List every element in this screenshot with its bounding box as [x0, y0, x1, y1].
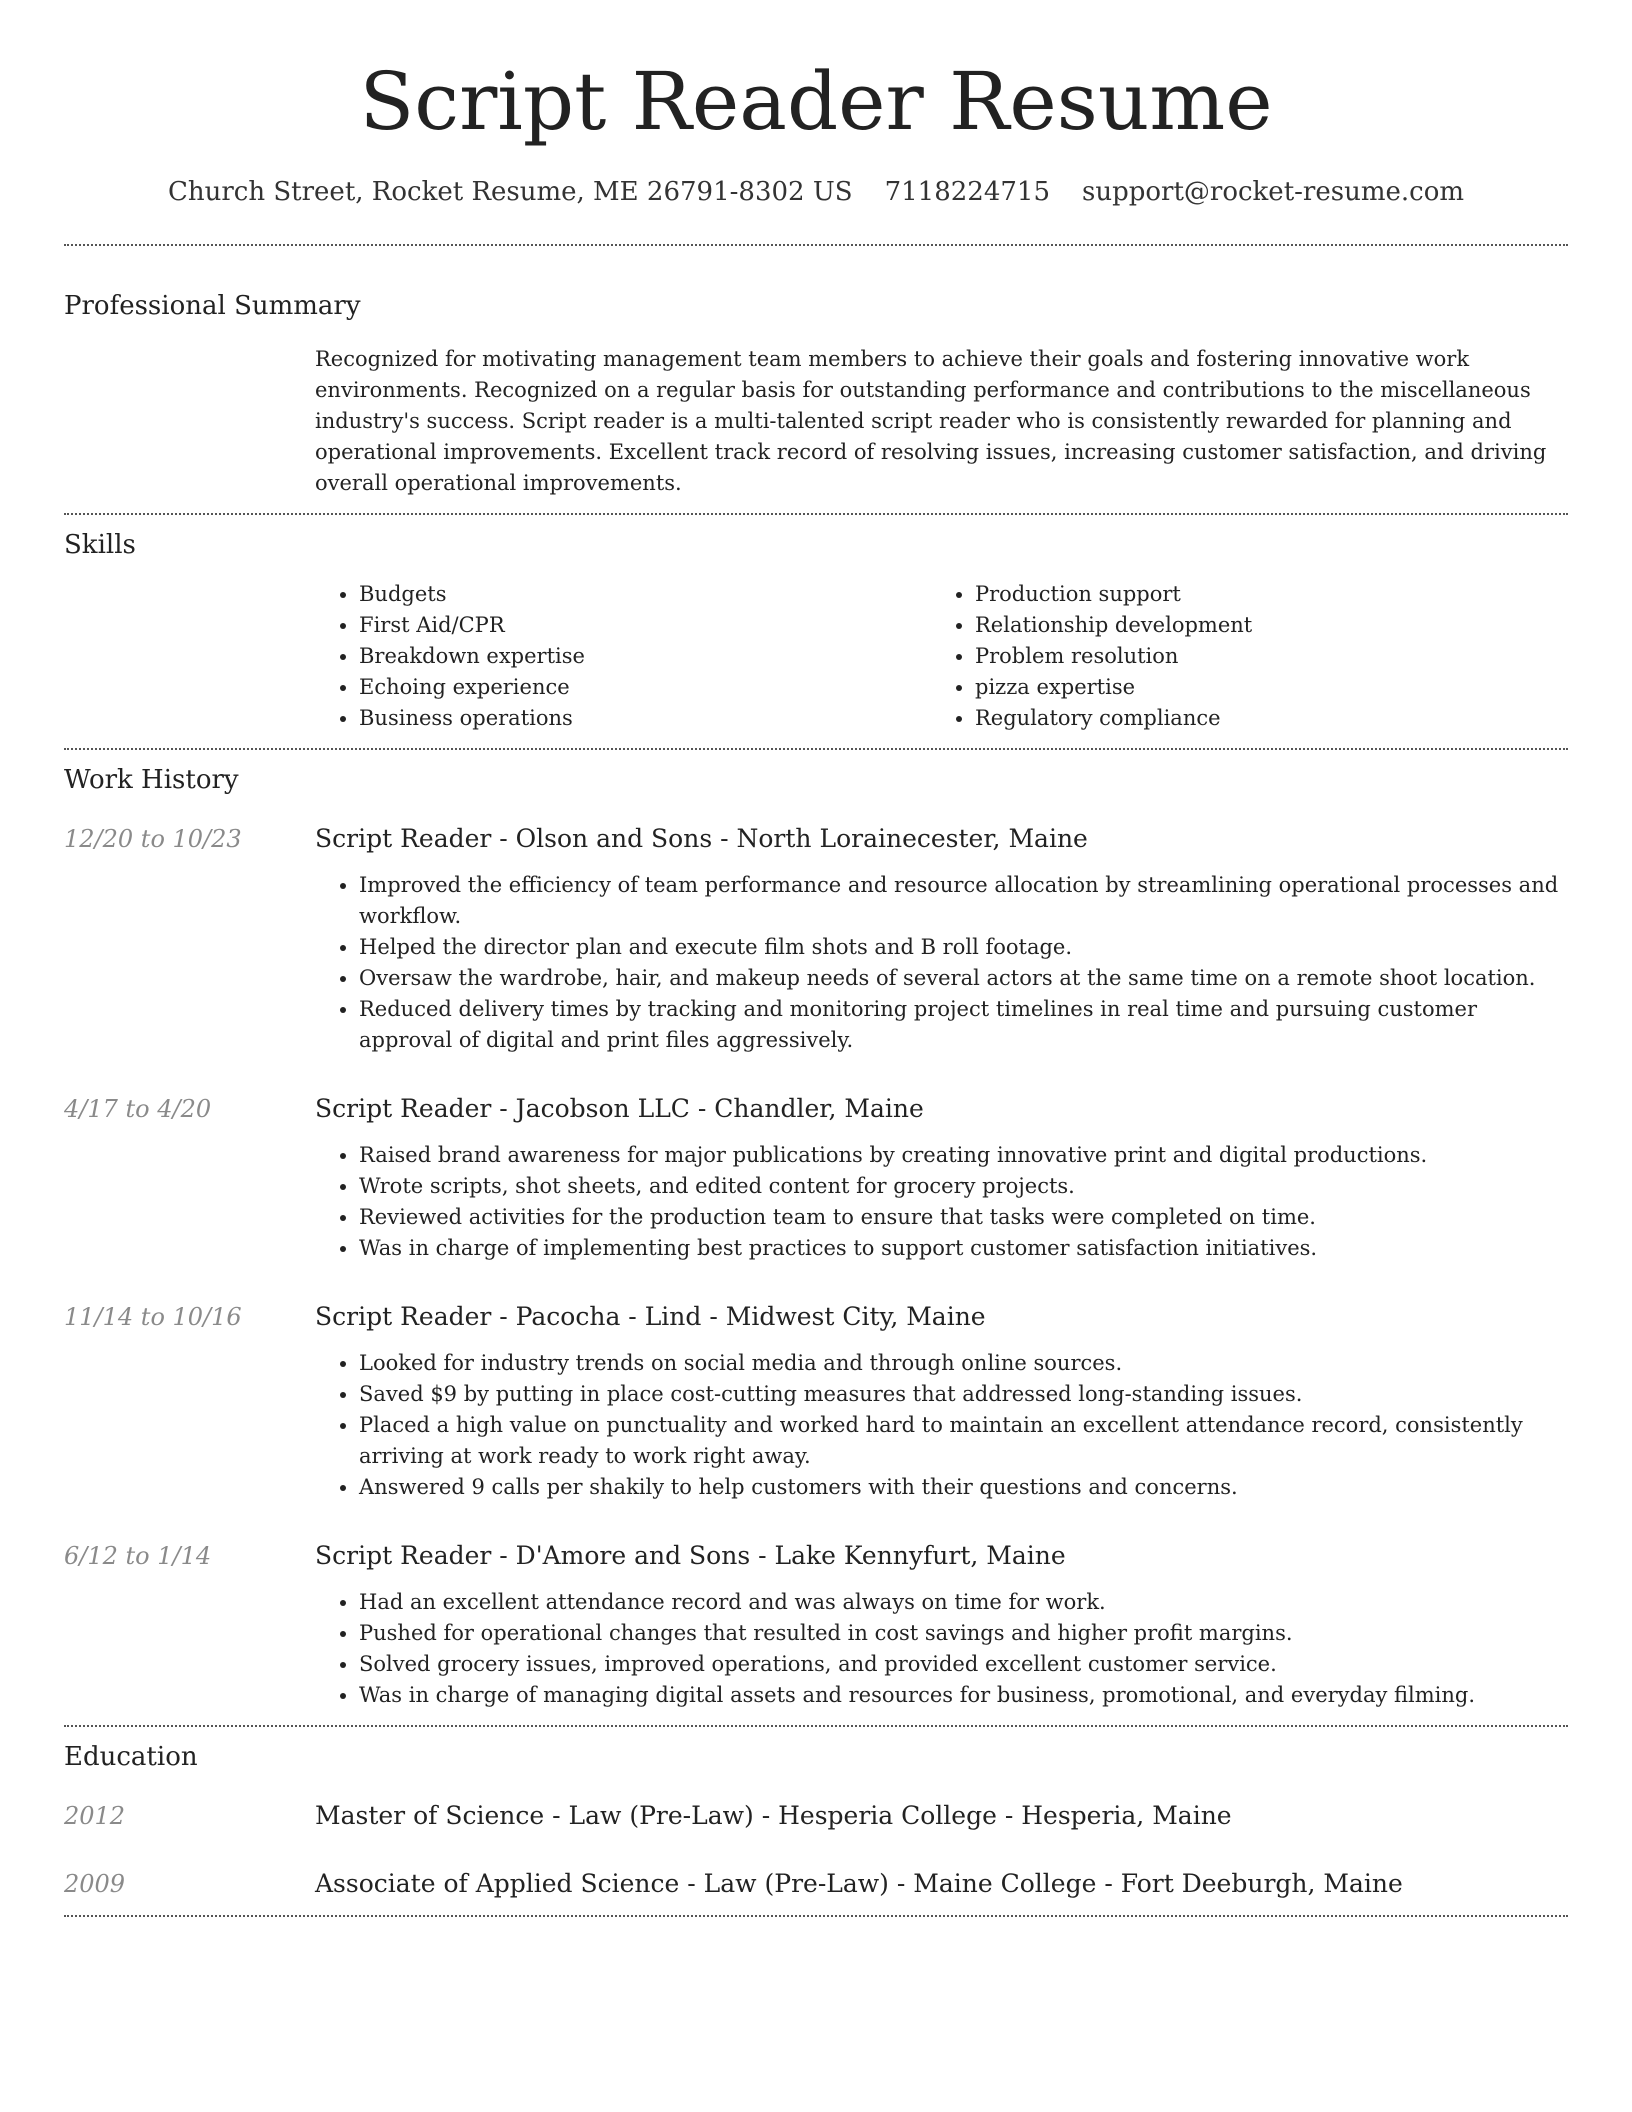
education-section — [64, 1727, 1568, 1901]
job-bullets — [315, 870, 1568, 1056]
job-bullet: • Placed a high value on punctuality and worked hard to maintain an excellent attendance record, consistently arriving at work ready to work right away. — [359, 1410, 1568, 1472]
skill-item: • Relationship development — [975, 610, 1547, 641]
skills-section — [64, 515, 1568, 734]
job-body — [315, 1300, 1568, 1503]
job-bullet: • Wrote scripts, shot sheets, and edited content for grocery projects. — [359, 1171, 1568, 1202]
education-entry — [64, 1799, 1568, 1833]
job-bullet: • Answered 9 calls per shakily to help customers with their questions and concerns. — [359, 1472, 1568, 1503]
resume-page — [64, 0, 1568, 1917]
job-dates: 11/14 to 10/16 — [64, 1303, 242, 1331]
summary-section — [64, 246, 1568, 499]
job-bullet: • Oversaw the wardrobe, hair, and makeup needs of several actors at the same time on a remote shoot location. — [359, 963, 1568, 994]
job-heading: Script Reader - Pacocha - Lind - Midwest City, Maine — [315, 1302, 986, 1331]
job-body — [315, 1092, 1568, 1264]
education-year: 2012 — [64, 1802, 126, 1830]
education-entry — [64, 1867, 1568, 1901]
skill-item: • Business operations — [359, 703, 931, 734]
skill-item: • Echoing experience — [359, 672, 931, 703]
job-bullet: • Saved $9 by putting in place cost-cutting measures that addressed long-standing issues. — [359, 1379, 1568, 1410]
job-bullet: • Helped the director plan and execute film shots and B roll footage. — [359, 932, 1568, 963]
skills-columns — [315, 579, 1568, 734]
contact-email: support@rocket-resume.com — [1082, 177, 1465, 207]
job-bullets — [315, 1140, 1568, 1264]
job-bullets — [315, 1348, 1568, 1503]
job-dates: 12/20 to 10/23 — [64, 825, 242, 853]
job-bullet: • Improved the efficiency of team performance and resource allocation by streamlining operational processes and workflow. — [359, 870, 1568, 932]
job-bullet: • Looked for industry trends on social media and through online sources. — [359, 1348, 1568, 1379]
resume-title: Script Reader Resume — [359, 55, 1273, 148]
work-section — [64, 750, 1568, 1725]
job-dates: 4/17 to 4/20 — [64, 1095, 212, 1123]
job-heading: Script Reader - Jacobson LLC - Chandler, Maine — [315, 1094, 924, 1123]
job-bullets — [315, 1587, 1568, 1711]
divider — [64, 1915, 1568, 1917]
job-entry — [64, 1092, 1568, 1264]
job-heading: Script Reader - Olson and Sons - North Lorainecester, Maine — [315, 824, 1088, 853]
job-heading: Script Reader - D'Amore and Sons - Lake Kennyfurt, Maine — [315, 1541, 1066, 1570]
job-entry — [64, 1539, 1568, 1725]
skill-item: • Problem resolution — [975, 641, 1547, 672]
job-bullet: • Solved grocery issues, improved operations, and provided excellent customer service. — [359, 1649, 1568, 1680]
resume-header — [64, 54, 1568, 210]
job-entry — [64, 822, 1568, 1056]
summary-heading: Professional Summary — [64, 291, 361, 321]
job-bullet: • Pushed for operational changes that resulted in cost savings and higher profit margins. — [359, 1618, 1568, 1649]
contact-address: Church Street, Rocket Resume, ME 26791-8302 US — [167, 177, 853, 207]
skill-item: • Regulatory compliance — [975, 703, 1547, 734]
work-heading: Work History — [64, 765, 239, 795]
job-body — [315, 822, 1568, 1056]
education-degree: Associate of Applied Science - Law (Pre-Law) - Maine College - Fort Deeburgh, Maine — [315, 1869, 1403, 1898]
skill-item: • Production support — [975, 579, 1547, 610]
education-year: 2009 — [64, 1870, 126, 1898]
job-dates: 6/12 to 1/14 — [64, 1542, 212, 1570]
education-heading: Education — [64, 1742, 198, 1772]
job-bullet: • Raised brand awareness for major publications by creating innovative print and digital productions. — [359, 1140, 1568, 1171]
contact-line — [64, 174, 1568, 210]
job-body — [315, 1539, 1568, 1725]
contact-phone: 7118224715 — [884, 177, 1050, 207]
skill-item: • Budgets — [359, 579, 931, 610]
skills-list-right — [931, 579, 1547, 734]
job-bullet: • Reviewed activities for the production team to ensure that tasks were completed on time. — [359, 1202, 1568, 1233]
job-bullet: • Reduced delivery times by tracking and monitoring project timelines in real time and pursuing customer approval of digital and print files aggressively. — [359, 994, 1568, 1056]
job-bullet: • Was in charge of managing digital assets and resources for business, promotional, and everyday filming. — [359, 1680, 1568, 1711]
skills-heading: Skills — [64, 530, 136, 560]
job-bullet: • Had an excellent attendance record and was always on time for work. — [359, 1587, 1568, 1618]
summary-text: Recognized for motivating management team members to achieve their goals and fostering innovative work environments. Recognized on a regular basis for outstanding performance and contributions to the miscellaneous industry's success. Script reader is a multi-talented script reader who is consistently rewarded for planning and operational improvements. Excellent track record of resolving issues, increasing customer satisfaction, and driving overall operational improvements. — [315, 347, 1547, 495]
skill-item: • Breakdown expertise — [359, 641, 931, 672]
job-entry — [64, 1300, 1568, 1503]
job-bullet: • Was in charge of implementing best practices to support customer satisfaction initiatives. — [359, 1233, 1568, 1264]
skills-list-left — [315, 579, 931, 734]
skill-item: • First Aid/CPR — [359, 610, 931, 641]
skill-item: • pizza expertise — [975, 672, 1547, 703]
education-degree: Master of Science - Law (Pre-Law) - Hesperia College - Hesperia, Maine — [315, 1801, 1232, 1830]
